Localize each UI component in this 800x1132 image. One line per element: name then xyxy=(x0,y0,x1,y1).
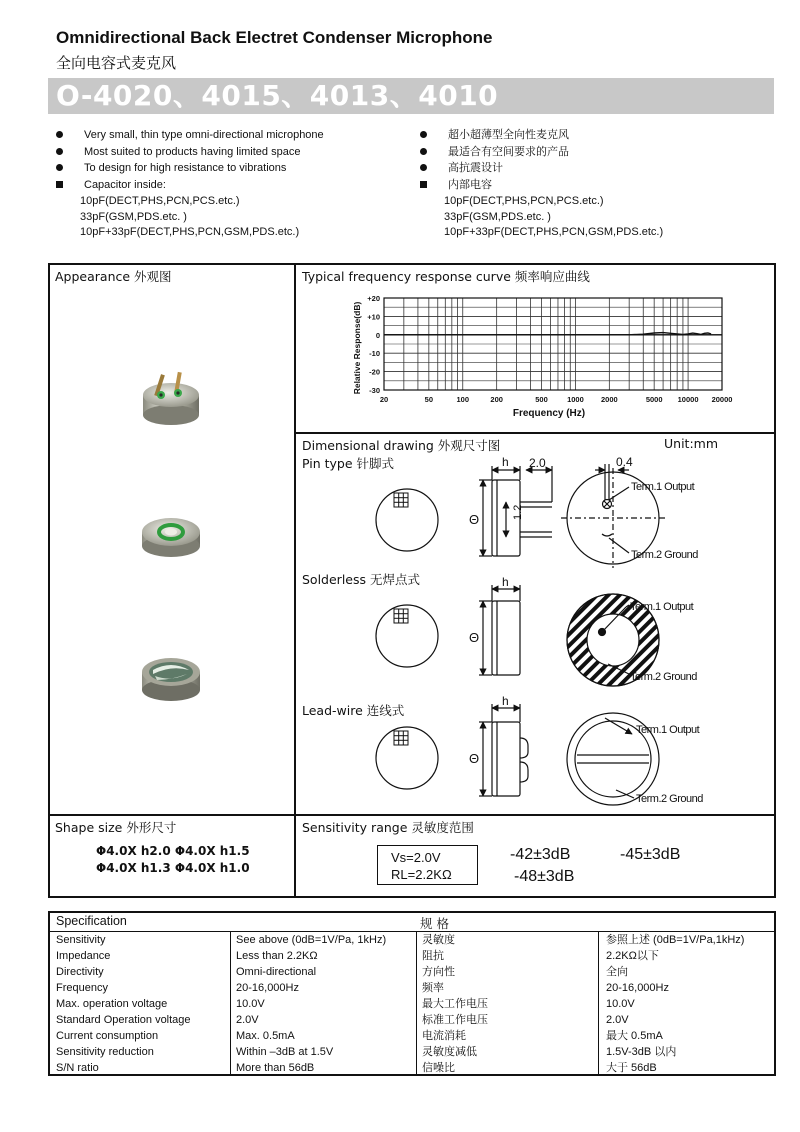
dim-h: h xyxy=(502,694,509,708)
spec-value: Omni-directional xyxy=(236,966,317,978)
front-view-circle xyxy=(376,489,438,551)
x-tick-label: 5000 xyxy=(645,395,663,404)
bullet-square xyxy=(420,181,427,188)
x-tick-label: 200 xyxy=(490,395,503,404)
spec-name: Sensitivity reduction xyxy=(56,1046,154,1058)
feature-item-cn: 内部电容 xyxy=(420,177,760,194)
spec-name-cn: 方向性 xyxy=(422,965,455,978)
spec-name-cn: 标准工作电压 xyxy=(422,1013,488,1026)
x-tick-label: 20 xyxy=(379,395,389,404)
solderless-drawing xyxy=(376,585,659,686)
feature-item: To design for high resistance to vibrations xyxy=(56,160,416,177)
spec-value-cn: 10.0V xyxy=(606,998,635,1010)
spec-header-row xyxy=(50,913,774,932)
bullet-square xyxy=(56,181,63,188)
y-tick-label: -20 xyxy=(369,367,380,377)
spec-name: Standard Operation voltage xyxy=(56,1014,191,1026)
y-tick-label: +10 xyxy=(367,312,380,322)
x-tick-label: 2000 xyxy=(600,395,618,404)
spec-name-cn: 灵敏度减低 xyxy=(422,1045,477,1058)
bullet-dot xyxy=(420,148,427,155)
dimensional-drawings xyxy=(296,452,774,814)
load-resistance: RL=2.2KΩ xyxy=(391,867,452,882)
dimensional-label: Dimensional drawing 外观尺寸图 xyxy=(302,438,501,453)
lead-wire-drawing xyxy=(376,704,659,805)
spec-row xyxy=(50,932,776,948)
sensitivity-conditions-box xyxy=(377,845,478,885)
dim-diameter: Θ xyxy=(469,630,480,645)
y-tick-label: -30 xyxy=(369,386,380,395)
y-tick-label: -10 xyxy=(369,349,380,359)
x-tick-label: 1000 xyxy=(567,395,584,404)
appearance-photos xyxy=(120,360,230,720)
supply-voltage: Vs=2.0V xyxy=(391,850,441,865)
spec-value-cn: 最大 0.5mA xyxy=(606,1030,663,1042)
bullet-dot xyxy=(56,164,63,171)
term2-label: Term.2 Ground xyxy=(630,671,697,683)
dim-1-2: 1.2 xyxy=(512,504,524,520)
pin-type-label: Pin type 针脚式 xyxy=(302,456,395,471)
spec-name: Directivity xyxy=(56,966,104,978)
spec-row xyxy=(50,948,776,964)
spec-name-cn: 信噪比 xyxy=(422,1061,455,1074)
terminal-ground-pad xyxy=(602,534,612,536)
microphone-photo-pin xyxy=(143,372,199,425)
feature-item-cn: 超小超薄型全向性麦克风 xyxy=(420,127,760,144)
spec-name: Current consumption xyxy=(56,1030,159,1042)
sensitivity-value: -48±3dB xyxy=(514,868,575,885)
x-tick-label: 20000 xyxy=(711,395,733,404)
shape-size-label: Shape size 外形尺寸 xyxy=(55,820,177,835)
feature-item: Very small, thin type omni-directional microphone xyxy=(56,127,416,144)
capacitor-value: 33pF(GSM,PDS.etc. ) xyxy=(444,210,551,223)
bullet-dot xyxy=(56,148,63,155)
spec-name-cn: 频率 xyxy=(422,981,444,994)
spec-name: Sensitivity xyxy=(56,934,106,946)
spec-value-cn: 20-16,000Hz xyxy=(606,982,669,994)
spec-value: Max. 0.5mA xyxy=(236,1030,295,1042)
x-tick-label: 50 xyxy=(424,395,434,404)
capacitor-value: 33pF(GSM,PDS.etc. ) xyxy=(80,210,187,223)
dim-diameter: Θ xyxy=(469,751,480,766)
dim-diameter: Θ xyxy=(469,512,480,527)
x-axis-label: Frequency (Hz) xyxy=(512,408,586,419)
spec-value: More than 56dB xyxy=(236,1062,315,1074)
capacitor-value: 10pF(DECT,PHS,PCN,PCS.etc.) xyxy=(80,195,240,207)
x-tick-label: 10000 xyxy=(677,395,699,404)
row-divider xyxy=(294,432,776,434)
spec-value-cn: 全向 xyxy=(606,966,628,978)
features-english xyxy=(56,127,416,240)
lead-wire-label: Lead-wire 连线式 xyxy=(302,703,405,718)
microphone-photo-lead-wire xyxy=(142,658,200,701)
capacitor-value: 10pF+33pF(DECT,PHS,PCN,GSM,PDS.etc.) xyxy=(80,226,300,238)
solderless-label: Solderless 无焊点式 xyxy=(302,572,420,587)
spec-row xyxy=(50,980,776,996)
frequency-chart xyxy=(350,290,750,425)
spec-value-cn: 2.2KΩ以下 xyxy=(606,950,659,962)
spec-header-chinese: 规 格 xyxy=(420,916,449,931)
dim-h: h xyxy=(502,455,509,469)
bullet-dot xyxy=(56,131,63,138)
y-axis-label: Relative Response(dB) xyxy=(352,301,362,395)
title-english: Omnidirectional Back Electret Condenser Microphone xyxy=(56,28,493,47)
feature-item-cn: 最适合有空间要求的产品 xyxy=(420,144,760,161)
spec-value: 2.0V xyxy=(236,1014,259,1026)
spec-row xyxy=(50,996,776,1012)
shape-size-line: Φ4.0X h1.3 Φ4.0X h1.0 xyxy=(96,861,250,875)
mesh-grid xyxy=(394,493,408,507)
frequency-label: Typical frequency response curve 频率响应曲线 xyxy=(302,269,590,284)
spec-row xyxy=(50,1028,776,1044)
spec-row xyxy=(50,964,776,980)
spec-name-cn: 阻抗 xyxy=(422,949,444,962)
sensitivity-value: -45±3dB xyxy=(620,846,681,863)
spec-name-cn: 电流消耗 xyxy=(422,1029,466,1042)
feature-item-cn: 高抗震设计 xyxy=(420,160,760,177)
dim-h: h xyxy=(502,575,509,589)
bullet-dot xyxy=(420,164,427,171)
model-numbers: O-4020、4015、4013、4010 xyxy=(56,79,499,112)
spec-name: Impedance xyxy=(56,950,111,962)
spec-value-cn: 1.5V-3dB 以内 xyxy=(606,1046,677,1058)
term1-label: Term.1 Output xyxy=(636,724,700,736)
spec-value: 20-16,000Hz xyxy=(236,982,299,994)
spec-row xyxy=(50,1012,776,1028)
spec-value: Within –3dB at 1.5V xyxy=(236,1046,334,1058)
spec-name-cn: 灵敏度 xyxy=(422,933,455,946)
sensitivity-value: -42±3dB xyxy=(510,846,571,863)
spec-name-cn: 最大工作电压 xyxy=(422,997,488,1010)
capacitor-value: 10pF(DECT,PHS,PCN,PCS.etc.) xyxy=(444,195,604,207)
x-tick-label: 500 xyxy=(535,395,548,404)
spec-value-cn: 大于 56dB xyxy=(606,1062,657,1074)
spec-value-cn: 参照上述 (0dB=1V/Pa,1kHz) xyxy=(606,934,745,946)
row-divider xyxy=(48,814,776,816)
spec-value: See above (0dB=1V/Pa, 1kHz) xyxy=(236,934,387,946)
appearance-label: Appearance 外观图 xyxy=(55,269,172,284)
y-tick-label: 0 xyxy=(375,330,380,340)
y-tick-label: +20 xyxy=(367,294,380,303)
spec-header-english: Specification xyxy=(56,914,127,928)
spec-row xyxy=(50,1044,776,1060)
spec-name: Frequency xyxy=(56,982,108,994)
spec-name: S/N ratio xyxy=(56,1062,99,1074)
term2-label: Term.2 Ground xyxy=(631,549,698,561)
title-chinese: 全向电容式麦克风 xyxy=(56,54,177,72)
spec-name: Max. operation voltage xyxy=(56,998,168,1010)
feature-item: Most suited to products having limited space xyxy=(56,144,416,161)
specification-table xyxy=(48,911,776,1076)
capacitor-value: 10pF+33pF(DECT,PHS,PCN,GSM,PDS.etc.) xyxy=(444,226,664,238)
spec-value: 10.0V xyxy=(236,998,265,1010)
features-chinese xyxy=(420,127,760,240)
x-tick-label: 100 xyxy=(456,395,470,404)
spec-value: Less than 2.2KΩ xyxy=(236,950,318,962)
shape-size-values xyxy=(96,843,250,877)
feature-item: Capacitor inside: xyxy=(56,177,416,194)
sensitivity-label: Sensitivity range 灵敏度范围 xyxy=(302,820,474,835)
dim-2-0: 2.0 xyxy=(529,456,546,470)
microphone-photo-solderless xyxy=(142,518,200,557)
term1-label: Term.1 Output xyxy=(630,601,694,613)
shape-size-line: Φ4.0X h2.0 Φ4.0X h1.5 xyxy=(96,844,250,858)
spec-row xyxy=(50,1060,776,1076)
term1-label: Term.1 Output xyxy=(631,481,695,493)
dim-0-4: 0.4 xyxy=(616,455,633,469)
term2-label: Term.2 Ground xyxy=(636,793,703,805)
bullet-dot xyxy=(420,131,427,138)
spec-value-cn: 2.0V xyxy=(606,1014,629,1026)
unit-label: Unit:mm xyxy=(664,436,719,451)
